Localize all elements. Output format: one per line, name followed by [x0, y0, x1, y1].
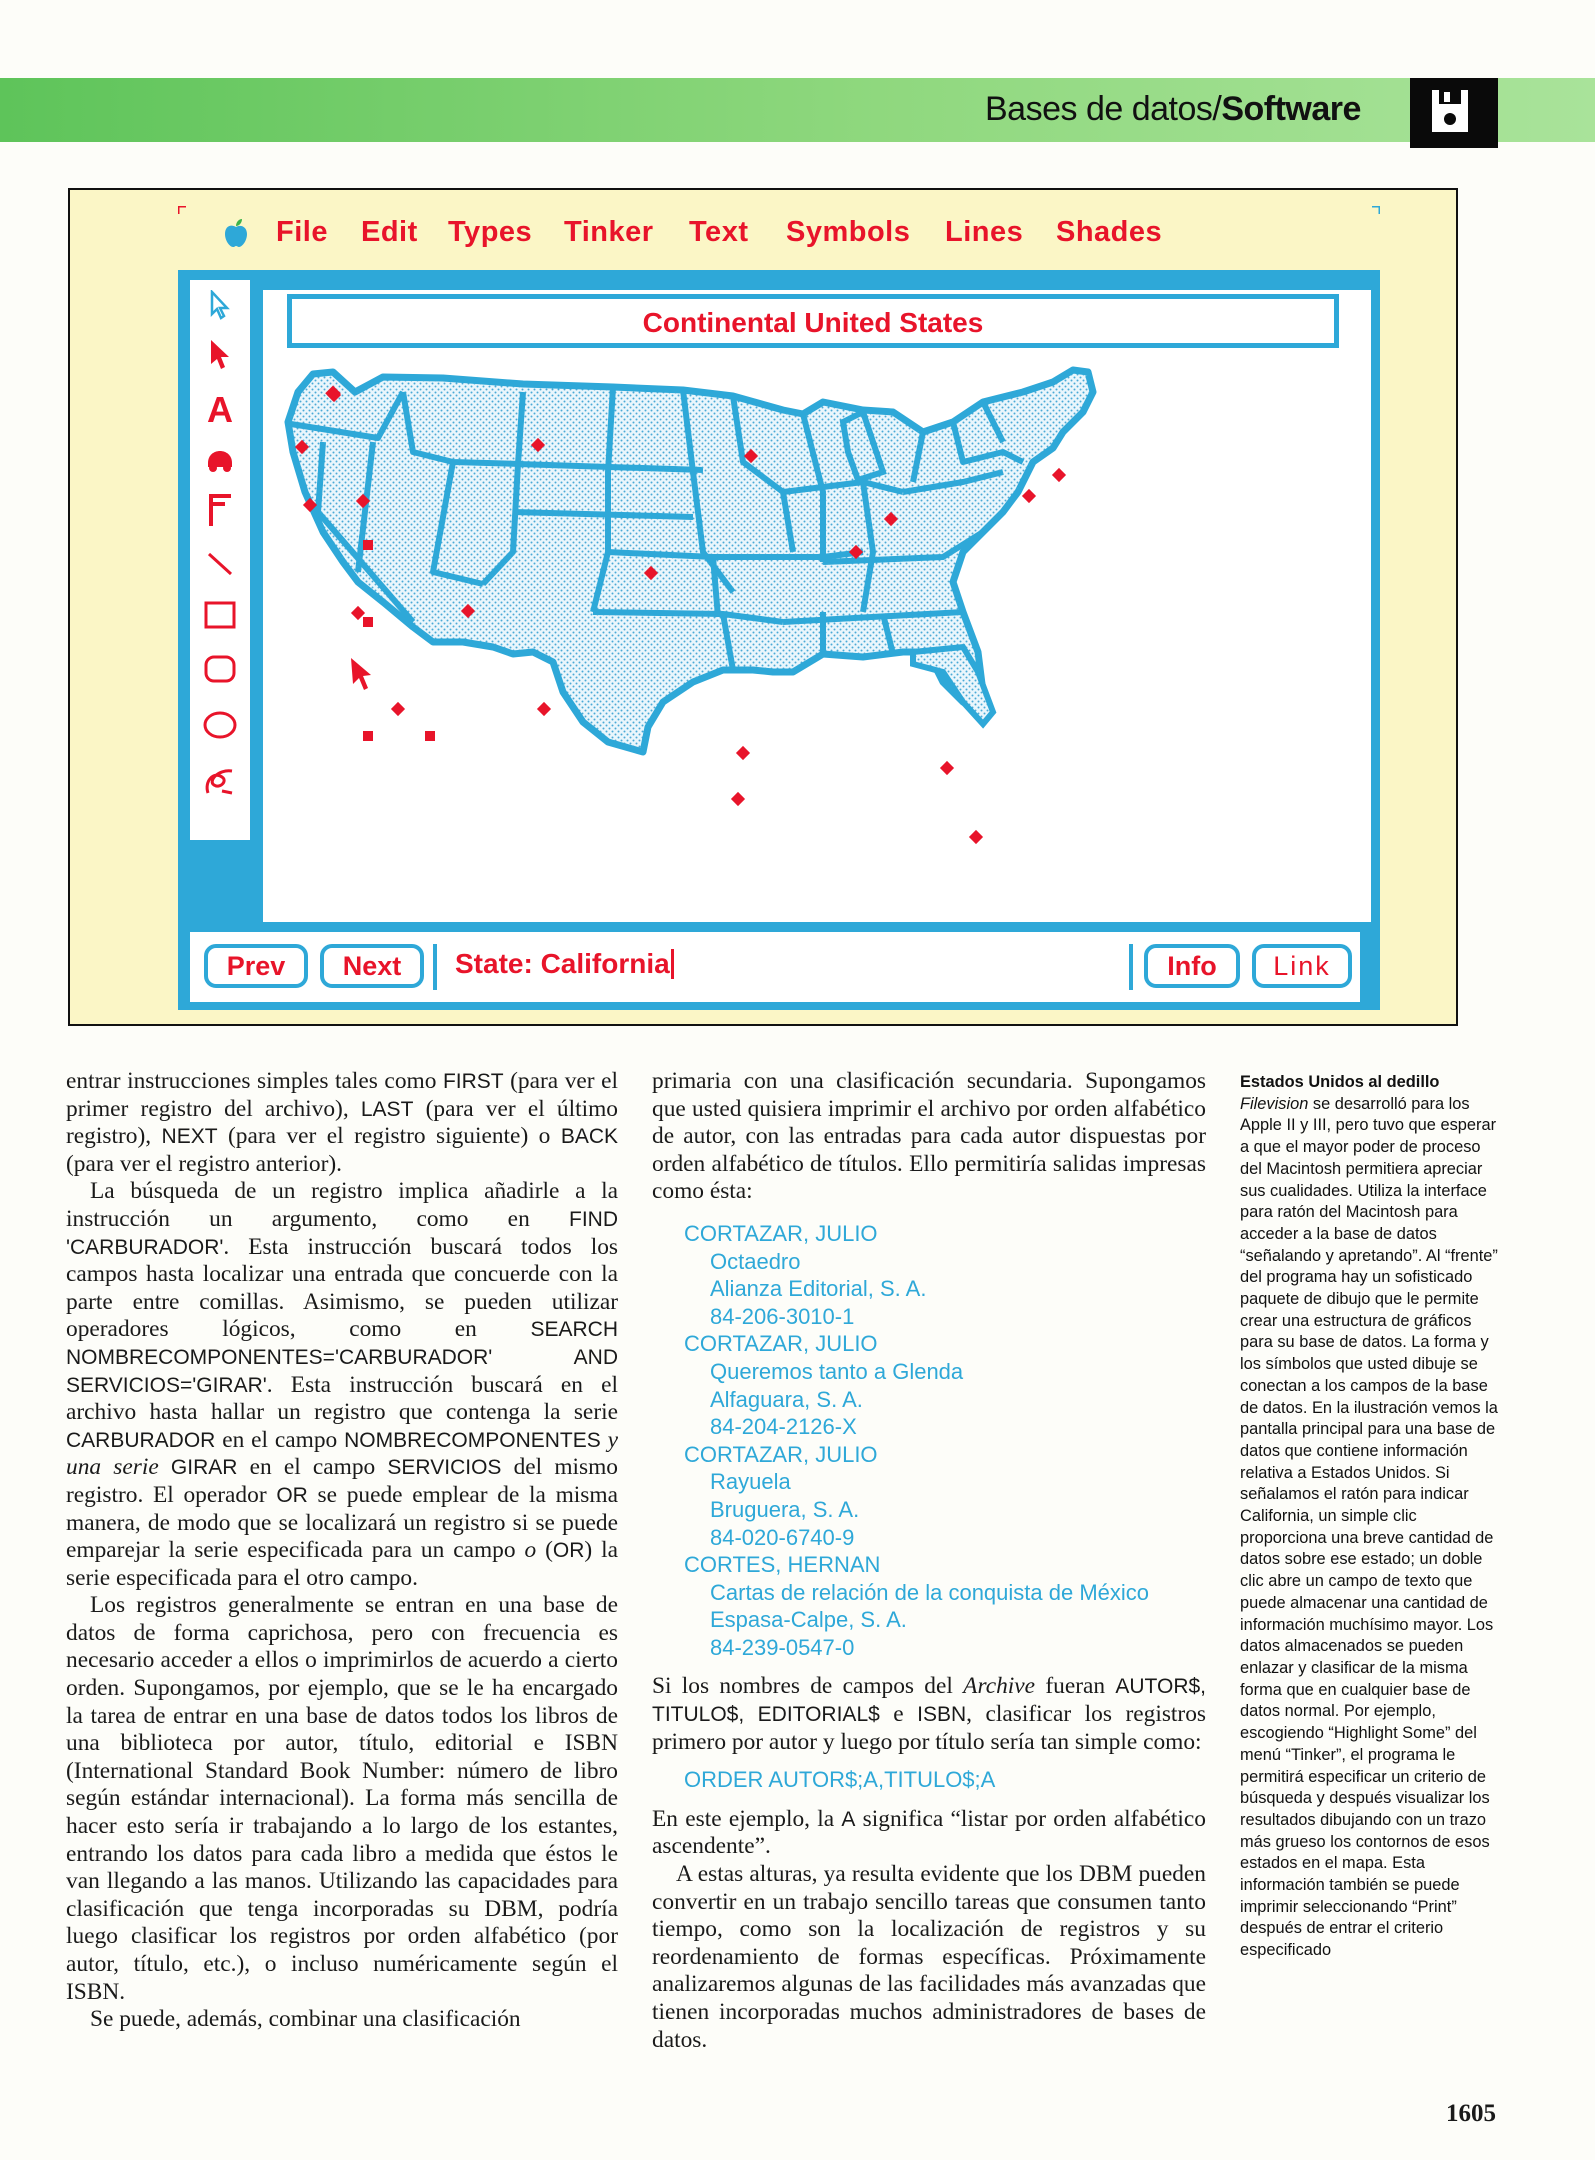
state-marker[interactable]: [736, 746, 750, 760]
link-button[interactable]: Link: [1252, 944, 1352, 988]
state-field-label: State: California: [455, 948, 674, 980]
figure-caption: [1240, 1072, 1498, 1962]
paint-bucket-icon[interactable]: [190, 435, 250, 485]
state-marker[interactable]: [731, 792, 745, 806]
listing-author: CORTAZAR, JULIO: [684, 1331, 878, 1357]
menu-text[interactable]: Text: [689, 216, 749, 248]
menu-lines[interactable]: Lines: [945, 216, 1024, 248]
menu-types[interactable]: Types: [448, 216, 533, 248]
text-column-1: [66, 1068, 618, 2034]
state-marker[interactable]: [391, 702, 405, 716]
caption-title: Estados Unidos al dedillo: [1240, 1073, 1440, 1091]
state-marker[interactable]: [363, 617, 373, 627]
state-marker[interactable]: [1052, 468, 1066, 482]
page-number: 1605: [1446, 2100, 1496, 2127]
map-title: Continental United States: [642, 307, 984, 338]
caption-body: Filevision se desarrolló para los Apple II y III, pero tuvo que esperar a que el mayor poder de proceso del Macintosh permitiera apreciar sus cualidades. Utiliza la interface para ratón del Macintosh para acceder a la base de datos “señalando y apretando”. Al “frente” del programa hay un sofisticado paquete de dibujo que le permite crear una estructura de gráficos para su base de datos. La forma y los símbolos que usted dibuje se conectan a los campos de la base de datos. En la ilustración vemos la pantalla principal para una base de datos que contiene información relativa a Estados Unidos. Si señalamos el ratón para indicar California, un simple clic proporciona una breve cantidad de datos sobre ese estado; un doble clic abre un campo de texto que puede almacenar una cantidad de información muchísimo mayor. Los datos almacenados se pueden enlazar y clasificar de la misma forma que en cualquier base de datos normal. Por ejemplo, escogiendo “Highlight Some” del menú “Tinker”, el programa le permitirá especificar un criterio de búsqueda y después visualizar los resultados dibujando con un trazo más grueso los contornos de esos estados en el mapa. Esta información también se puede imprimir seleccionando “Print” después de entrar el criterio especificado: [1240, 1094, 1498, 1960]
paragraph: Se puede, además, combinar una clasificación: [90, 2006, 521, 2033]
menu-tinker[interactable]: Tinker: [564, 216, 654, 248]
listing-publisher: Alfaguara, S. A.: [710, 1386, 863, 1412]
menu-shades[interactable]: Shades: [1056, 216, 1163, 248]
state-marker[interactable]: [537, 702, 551, 716]
prev-button[interactable]: Prev: [204, 944, 308, 988]
menu-edit[interactable]: Edit: [361, 216, 418, 248]
paragraph: entrar instrucciones simples tales como FIRST (para ver el primer registro del archivo), LAST (para ver el último registro), NEXT (para ver el registro siguiente) o BACK (para ver el registro anterior).: [66, 1068, 618, 1177]
state-marker[interactable]: [940, 761, 954, 775]
state-marker[interactable]: [351, 606, 365, 620]
floppy-disk-icon: [1430, 88, 1470, 134]
listing-title: Cartas de relación de la conquista de México: [710, 1579, 1150, 1605]
paragraph: A estas alturas, ya resulta evidente que los DBM pueden convertir en un trabajo sencillo tareas que consumen tanto tiempo, como son la localización de registros y su reordenamiento de formas específicas. Próximamente analizaremos algunas de las facilidades más avanzadas que tienen incorporadas muchos administradores de bases de datos.: [652, 1861, 1206, 2053]
us-map[interactable]: [263, 352, 1371, 922]
rectangle-tool-icon[interactable]: [190, 590, 250, 640]
listing-author: CORTAZAR, JULIO: [684, 1441, 878, 1467]
freehand-tool-icon[interactable]: [190, 756, 250, 806]
mouse-pointer-icon: [351, 658, 371, 690]
line-tool-icon[interactable]: [190, 538, 250, 588]
paragraph: En este ejemplo, la A significa “listar por orden alfabético ascendente”.: [652, 1805, 1206, 1860]
order-command: ORDER AUTOR$;A,TITULO$;A: [684, 1767, 996, 1793]
listing-isbn: 84-239-0547-0: [710, 1634, 855, 1660]
listing-title: Rayuela: [710, 1469, 791, 1495]
oval-tool-icon[interactable]: [190, 700, 250, 750]
paragraph: Si los nombres de campos del Archive fueran AUTOR$, TITULO$, EDITORIAL$ e ISBN, clasificar los registros primero por autor y luego por título sería tan simple como:: [652, 1673, 1207, 1755]
state-field[interactable]: [433, 944, 1133, 990]
state-marker[interactable]: [425, 731, 435, 741]
rounded-rectangle-tool-icon[interactable]: [190, 644, 250, 694]
line-style-icon[interactable]: [190, 485, 250, 535]
text-cursor: [671, 949, 674, 979]
state-marker[interactable]: [363, 731, 373, 741]
menu-file[interactable]: File: [276, 216, 328, 248]
paragraph: primaria con una clasificación secundaria. Supongamos que usted quisiera imprimir el archivo por orden alfabético de autor, con las entradas para cada autor dispuestas por orden alfabético de títulos. Ello permitiría salidas impresas como ésta:: [652, 1068, 1206, 1205]
corner-mark: [178, 206, 186, 214]
listing-isbn: 84-206-3010-1: [710, 1303, 855, 1329]
section-header-title: Bases de datos/Software: [985, 90, 1361, 128]
listing-publisher: Bruguera, S. A.: [710, 1496, 860, 1522]
apple-logo-icon[interactable]: [223, 218, 249, 248]
listing-author: CORTES, HERNAN: [684, 1552, 881, 1578]
text-tool-icon[interactable]: A: [207, 389, 233, 430]
listing-publisher: Espasa-Calpe, S. A.: [710, 1607, 907, 1633]
listing-publisher: Alianza Editorial, S. A.: [710, 1276, 927, 1302]
menu-symbols[interactable]: Symbols: [786, 216, 911, 248]
info-button[interactable]: Info: [1144, 944, 1240, 988]
state-marker[interactable]: [363, 540, 373, 550]
listing-isbn: 84-204-2126-X: [710, 1414, 857, 1440]
next-button[interactable]: Next: [320, 944, 424, 988]
paragraph: La búsqueda de un registro implica añadirle a la instrucción un argumento, como en FIND 'CARBURADOR'. Esta instrucción buscará todos los campos hasta localizar una entrada que concuerde con la parte entre comillas. Asimismo, se pueden utilizar operadores lógicos, como en SEARCH NOMBRECOMPONENTES='CARBURADOR' AND SERVICIOS='GIRAR'. Esta instrucción buscará en el archivo hasta hallar un registro que contenga la serie CARBURADOR en el campo NOMBRECOMPONENTES y una serie GIRAR en el campo SERVICIOS del mismo registro. El operador OR se puede emplear de la misma manera, de modo que se localizará un registro si se puede emparejar la serie especificada para un campo o (OR) la serie especificada para el otro campo.: [66, 1178, 619, 1591]
state-marker[interactable]: [969, 830, 983, 844]
paragraph: Los registros generalmente se entran en una base de datos de forma caprichosa, pero con frecuencia es necesario acceder a ellos o imprimirlos de acuerdo a cierto orden. Supongamos, por ejemplo, que se le ha encargado la tarea de entrar en una base de datos todos los libros de una biblioteca por autor, título, editorial e ISBN (International Standard Book Number: número de libro según estándar internacional). La forma más sencilla de hacer esto sería ir trabajando a lo largo de los estantes, entrando los datos para cada libro a medida que éstos le van llegando a las manos. Utilizando las capacidades para clasificación que tenga incorporadas su DBM, podría luego clasificar los registros por orden alfabético (por autor, título, etc.), o incluso numéricamente según el ISBN.: [66, 1592, 618, 2005]
state-marker[interactable]: [1022, 489, 1036, 503]
tool-palette: [190, 280, 250, 840]
text-column-2: [652, 1068, 1206, 2054]
listing-author: CORTAZAR, JULIO: [684, 1220, 878, 1246]
select-arrow-icon[interactable]: [190, 330, 250, 380]
listing-title: Octaedro: [710, 1248, 801, 1274]
listing-title: Queremos tanto a Glenda: [710, 1358, 964, 1384]
menu-bar: [208, 208, 1378, 264]
arrow-pointer-icon[interactable]: [190, 280, 250, 330]
listing-isbn: 84-020-6740-9: [710, 1524, 855, 1550]
sorted-listing: [684, 1220, 1206, 1662]
state-field-value[interactable]: California: [540, 948, 670, 979]
map-title-box: [287, 294, 1339, 348]
